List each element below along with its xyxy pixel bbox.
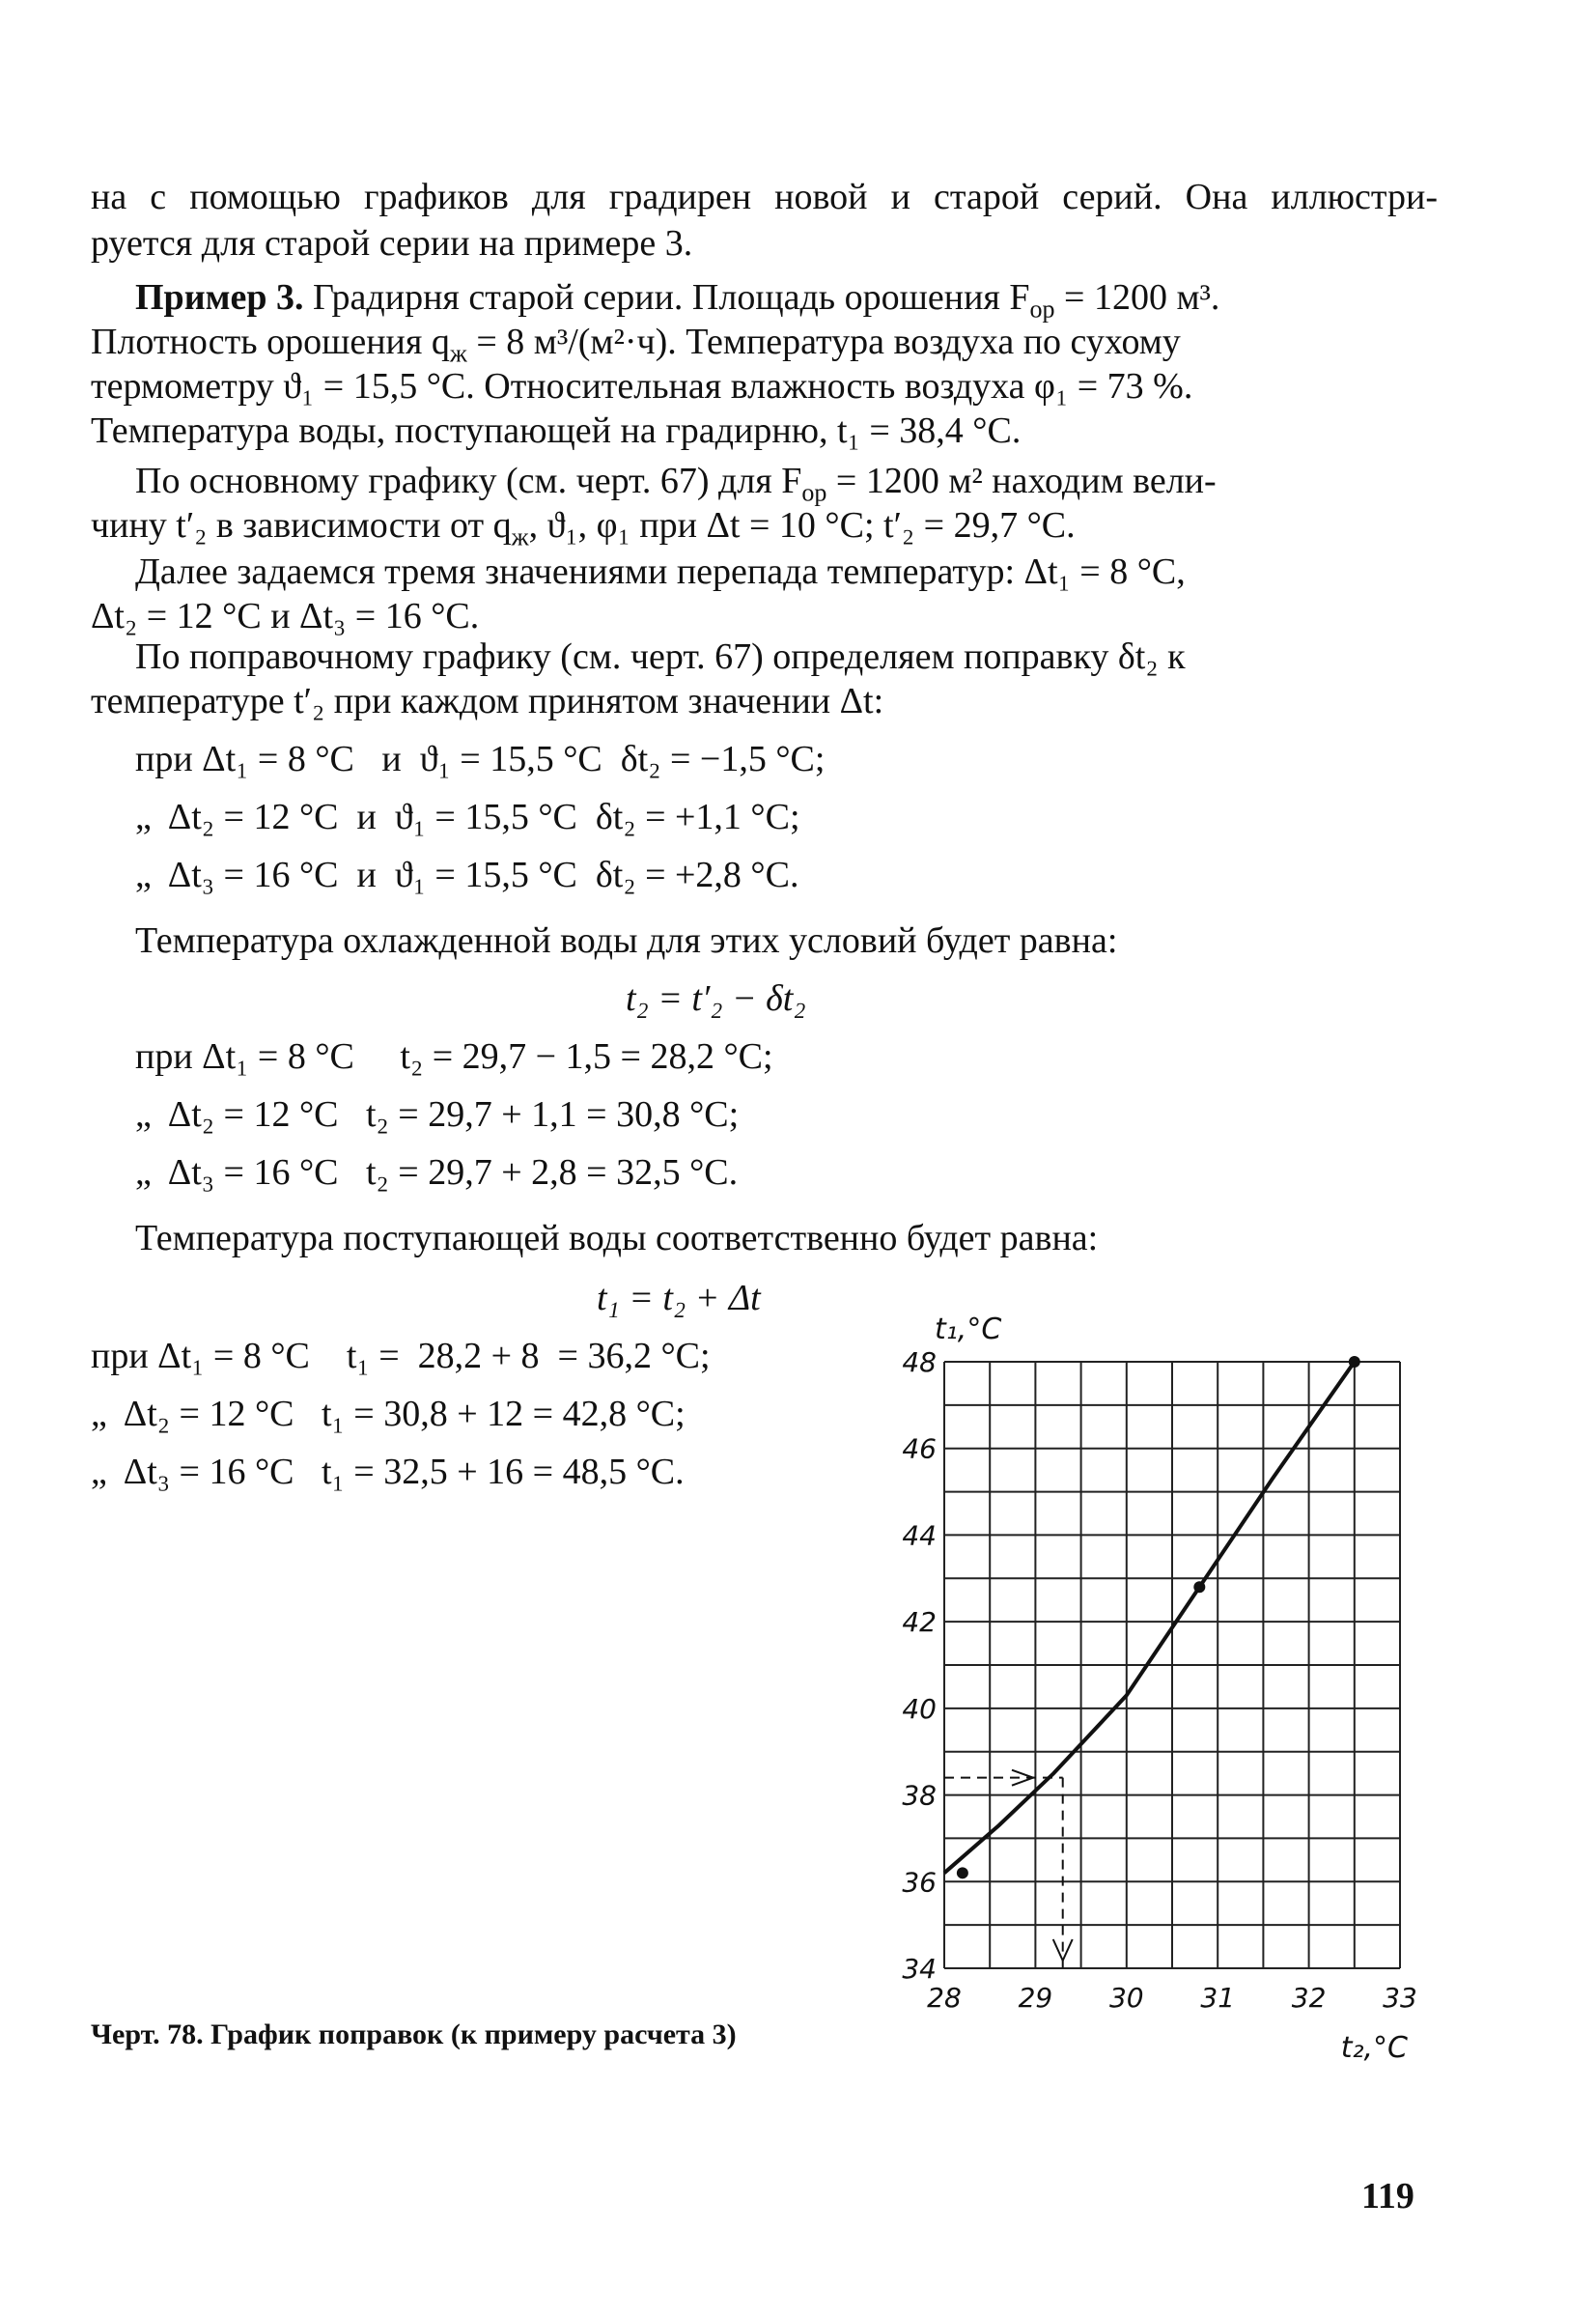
x-tick-label: 32	[1291, 1982, 1327, 2014]
incoming-line: „ Δt₃ = 16 °C t₁ = 32,5 + 16 = 48,5 °C.	[91, 1452, 685, 1492]
paragraph-line: на с помощью графиков для градирен новой и старой серий. Она иллюстри-	[91, 177, 1438, 217]
cooled-line: при Δt₁ = 8 °C t₂ = 29,7 − 1,5 = 28,2 °C;	[135, 1036, 773, 1077]
paragraph-line: По поправочному графику (см. черт. 67) определяем поправку δt₂ к	[135, 636, 1186, 677]
y-tick-label: 36	[902, 1866, 937, 1899]
x-tick-label: 29	[1018, 1982, 1053, 2014]
incoming-water-heading: Температура поступающей воды соответственно будет равна:	[135, 1218, 1099, 1258]
y-axis-label: t₁,°C	[935, 1313, 1002, 1346]
formula-t2: t₂ = t′₂ − δt₂	[626, 978, 806, 1019]
y-tick-label: 38	[902, 1779, 937, 1812]
paragraph-line: По основному графику (см. черт. 67) для $F_{ор} = 1200$ м² находим вели-	[135, 461, 1217, 507]
x-tick-label: 31	[1200, 1982, 1236, 2014]
paragraph-line: Плотность орошения $q_ж = 8$ м³/(м²·ч). Температура воздуха по сухому	[91, 322, 1181, 368]
x-tick-label: 33	[1383, 1982, 1417, 2014]
data-point	[957, 1867, 968, 1878]
y-tick-label: 44	[902, 1519, 937, 1552]
incoming-line: „ Δt₂ = 12 °C t₁ = 30,8 + 12 = 42,8 °C;	[91, 1394, 686, 1434]
paragraph-line: Температура воды, поступающей на градирню, t₁ = 38,4 °C.	[91, 410, 1022, 451]
y-tick-label: 40	[902, 1692, 937, 1725]
incoming-line: при Δt₁ = 8 °C t₁ = 28,2 + 8 = 36,2 °C;	[91, 1336, 711, 1376]
y-tick-label: 46	[902, 1432, 937, 1465]
example-heading-line: Пример 3. Градирня старой серии. Площадь орошения $F_{ор} = 1200$ м³.	[135, 277, 1220, 324]
paragraph-line: руется для старой серии на примере 3.	[91, 223, 693, 264]
formula-t1: t₁ = t₂ + Δt	[597, 1278, 761, 1318]
figure-caption: Черт. 78. График поправок (к примеру расчета 3)	[91, 2019, 737, 2050]
data-point	[1349, 1356, 1360, 1368]
cooled-line: „ Δt₃ = 16 °C t₂ = 29,7 + 2,8 = 32,5 °C.	[135, 1152, 739, 1193]
x-axis-label: t₂,°C	[1340, 2031, 1408, 2065]
cooled-water-heading: Температура охлажденной воды для этих условий будет равна:	[135, 920, 1118, 961]
data-point	[1193, 1581, 1205, 1593]
paragraph-line: Δt₂ = 12 °C и Δt₃ = 16 °C.	[91, 596, 480, 636]
x-tick-label: 28	[927, 1982, 962, 2014]
x-tick-label: 30	[1108, 1982, 1144, 2014]
series-line	[944, 1362, 1355, 1873]
y-tick-label: 42	[902, 1606, 937, 1639]
example-label: Пример 3.	[135, 277, 304, 318]
correction-line: „ Δt₂ = 12 °C и ϑ₁ = 15,5 °C δt₂ = +1,1 °C;	[135, 797, 800, 837]
paragraph-line: чину t′₂ в зависимости от $q_ж$, ϑ₁, φ₁ при Δt = 10 °C; t′₂ = 29,7 °C.	[91, 505, 1076, 551]
page-number: 119	[1361, 2176, 1414, 2216]
y-tick-label: 48	[902, 1346, 937, 1378]
correction-line: при Δt₁ = 8 °C и ϑ₁ = 15,5 °C δt₂ = −1,5 °C;	[135, 739, 826, 779]
y-tick-label: 34	[902, 1953, 937, 1985]
paragraph-line: температуре t′₂ при каждом принятом значении Δt:	[91, 681, 884, 721]
correction-chart	[888, 1275, 1429, 2076]
paragraph-line: Далее задаемся тремя значениями перепада температур: Δt₁ = 8 °C,	[135, 551, 1186, 592]
cooled-line: „ Δt₂ = 12 °C t₂ = 29,7 + 1,1 = 30,8 °C;	[135, 1094, 740, 1135]
correction-line: „ Δt₃ = 16 °C и ϑ₁ = 15,5 °C δt₂ = +2,8 °C.	[135, 855, 799, 895]
paragraph-line: термометру ϑ₁ = 15,5 °C. Относительная влажность воздуха φ₁ = 73 %.	[91, 366, 1193, 407]
